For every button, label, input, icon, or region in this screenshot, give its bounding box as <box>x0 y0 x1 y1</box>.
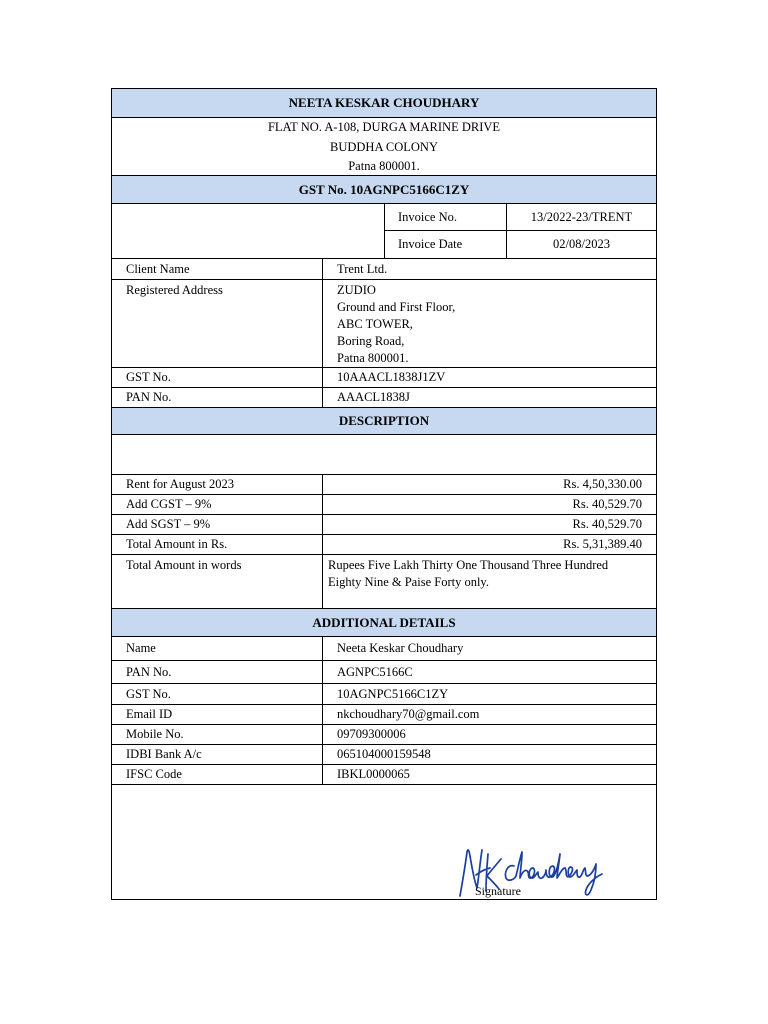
issuer-name: NEETA KESKAR CHOUDHARY <box>288 95 480 110</box>
issuer-name-bar <box>112 89 656 118</box>
description-bar <box>112 408 656 435</box>
invoice-document <box>111 88 657 900</box>
client-gst-row <box>112 368 656 388</box>
detail-value: AGNPC5166C <box>337 665 413 679</box>
amount-in-words-row <box>112 555 656 609</box>
amount-in-words-label-text: Total Amount in words <box>126 558 242 572</box>
client-gst: 10AAACL1838J1ZV <box>337 370 446 384</box>
issuer-address-line: FLAT NO. A-108, DURGA MARINE DRIVE <box>267 120 501 134</box>
invoice-date-label: Invoice Date <box>385 231 507 258</box>
client-address <box>323 280 656 367</box>
client-address-line: ABC TOWER, <box>337 317 413 331</box>
amount-in-words-label <box>112 555 323 608</box>
detail-label: GST No. <box>112 684 323 704</box>
detail-label: IFSC Code <box>112 765 323 784</box>
detail-row <box>112 765 656 785</box>
client-address-label <box>112 280 323 367</box>
detail-row <box>112 684 656 705</box>
client-address-line: Patna 800001. <box>337 351 409 365</box>
invoice-number-label: Invoice No. <box>385 204 507 230</box>
detail-value: Neeta Keskar Choudhary <box>337 641 464 655</box>
invoice-date-row <box>385 231 656 258</box>
detail-row <box>112 705 656 725</box>
client-name: Trent Ltd. <box>337 262 388 276</box>
line-item-row <box>112 515 656 535</box>
detail-value: nkchoudhary70@gmail.com <box>337 707 480 721</box>
detail-row <box>112 745 656 765</box>
additional-details-bar <box>112 609 656 637</box>
line-item-label: Add SGST – 9% <box>112 515 323 534</box>
detail-value: 10AGNPC5166C1ZY <box>337 687 449 701</box>
client-address-label-text: Registered Address <box>126 283 223 297</box>
client-pan-row <box>112 388 656 408</box>
line-item-amount: Rs. 5,31,389.40 <box>563 537 642 551</box>
line-item-row <box>112 495 656 515</box>
line-item-row <box>112 475 656 495</box>
line-item-label: Rent for August 2023 <box>112 475 323 494</box>
detail-value: IBKL0000065 <box>337 767 410 781</box>
amount-in-words <box>323 555 656 608</box>
issuer-address-line: Patna 800001. <box>348 159 420 173</box>
detail-value: 065104000159548 <box>337 747 431 761</box>
invoice-number-row <box>385 204 656 231</box>
detail-row <box>112 661 656 684</box>
client-address-line: Ground and First Floor, <box>337 300 456 314</box>
signature-label: Signature <box>475 884 521 898</box>
detail-row <box>112 725 656 745</box>
amount-in-words-text: Rupees Five Lakh Thirty One Thousand Three Hundred Eighty Nine & Paise Forty only. <box>328 558 609 589</box>
issuer-address-line: BUDDHA COLONY <box>330 139 438 154</box>
invoice-date: 02/08/2023 <box>553 237 610 251</box>
client-gst-label: GST No. <box>112 368 323 387</box>
issuer-gst: GST No. 10AGNPC5166C1ZY <box>298 182 470 197</box>
invoice-block <box>112 204 656 259</box>
line-item-amount: Rs. 40,529.70 <box>572 497 642 511</box>
client-pan-label: PAN No. <box>112 388 323 407</box>
client-name-row <box>112 259 656 280</box>
invoice-blank-cell <box>112 204 385 258</box>
line-item-amount: Rs. 40,529.70 <box>572 517 642 531</box>
description-blank-row <box>112 435 656 475</box>
issuer-gst-bar <box>112 176 656 204</box>
detail-label: Mobile No. <box>112 725 323 744</box>
client-name-label: Client Name <box>112 259 323 279</box>
line-item-label: Add CGST – 9% <box>112 495 323 514</box>
client-pan: AAACL1838J <box>337 390 410 404</box>
detail-label: Name <box>112 637 323 660</box>
description-title: DESCRIPTION <box>338 413 430 428</box>
line-item-label: Total Amount in Rs. <box>112 535 323 554</box>
detail-label: Email ID <box>112 705 323 724</box>
line-item-row <box>112 535 656 555</box>
client-address-row <box>112 280 656 368</box>
additional-details-title: ADDITIONAL DETAILS <box>312 615 456 630</box>
issuer-address <box>112 118 656 176</box>
client-address-line: ZUDIO <box>337 283 376 297</box>
detail-label: IDBI Bank A/c <box>112 745 323 764</box>
client-address-line: Boring Road, <box>337 334 405 348</box>
invoice-number: 13/2022-23/TRENT <box>530 210 633 224</box>
line-item-amount: Rs. 4,50,330.00 <box>563 477 642 491</box>
detail-value: 09709300006 <box>337 727 406 741</box>
detail-label: PAN No. <box>112 661 323 683</box>
detail-row <box>112 637 656 661</box>
